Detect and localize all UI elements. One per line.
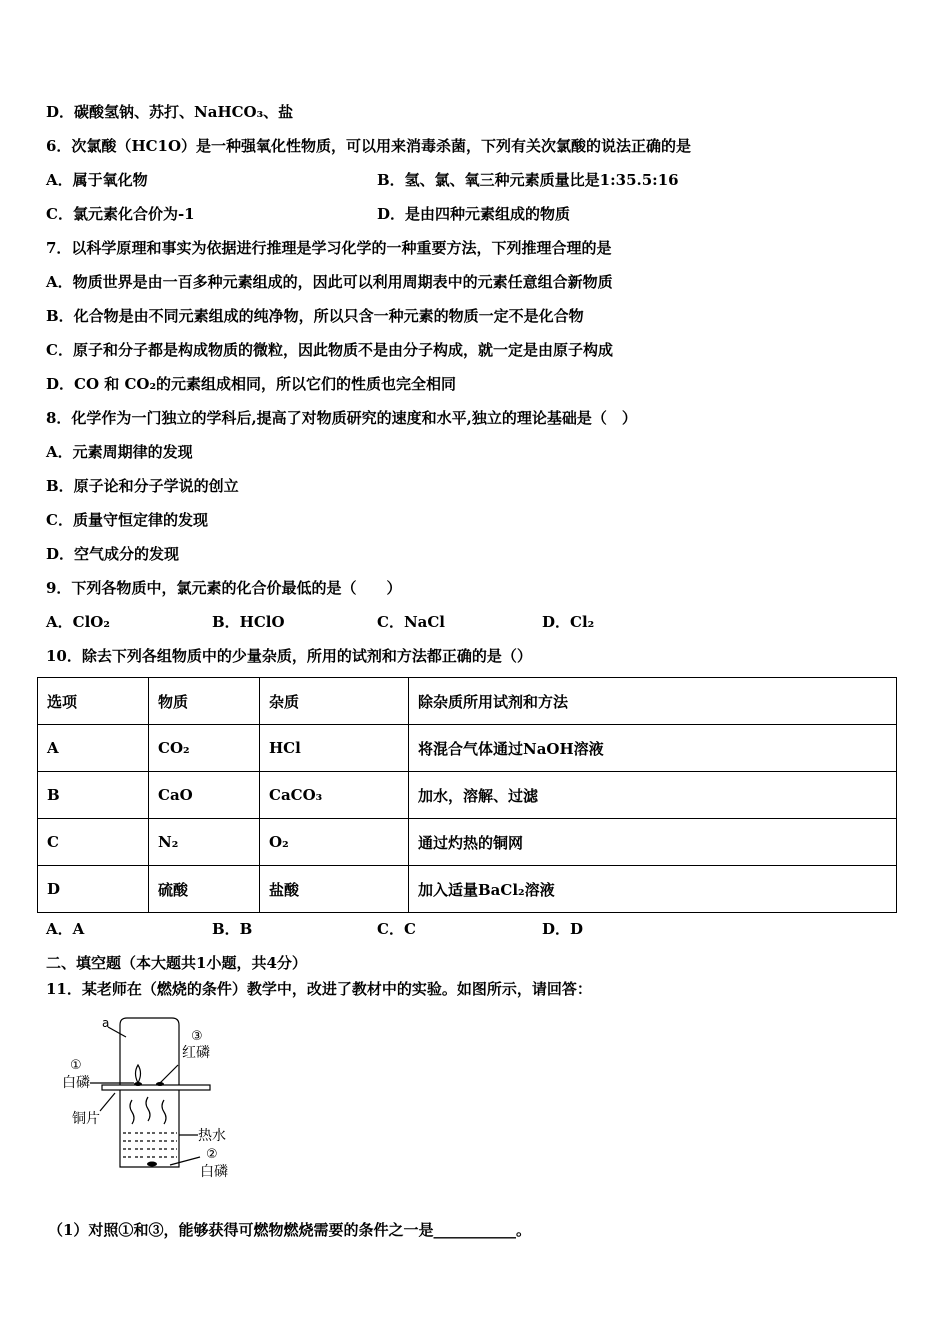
q8-option-a: A．元素周期律的发现 — [46, 443, 193, 461]
table-cell: CaCO₃ — [260, 772, 409, 819]
q8-option-b: B．原子论和分子学说的创立 — [46, 477, 239, 495]
table-cell: 硫酸 — [149, 866, 260, 913]
q7-option-c: C．原子和分子都是构成物质的微粒，因此物质不是由分子构成，就一定是由原子构成 — [46, 341, 613, 359]
table-header-cell: 杂质 — [260, 678, 409, 725]
q9-option-a: A．ClO₂ — [46, 613, 110, 631]
q7-option-b: B．化合物是由不同元素组成的纯净物，所以只含一种元素的物质一定不是化合物 — [46, 307, 584, 325]
label-white-phosphorus-2: 白磷 — [200, 1164, 228, 1180]
q7-option-a: A．物质世界是由一百多种元素组成的，因此可以利用周期表中的元素任意组合新物质 — [46, 273, 613, 291]
table-cell: 加水，溶解、过滤 — [409, 772, 897, 819]
q11-sub1: （1）对照①和③，能够获得可燃物燃烧需要的条件之一是___________。 — [48, 1221, 531, 1239]
table-header-cell: 选项 — [38, 678, 149, 725]
q8-option-d: D．空气成分的发现 — [46, 545, 180, 563]
table-row — [38, 725, 897, 772]
q10-option-c: C．C — [377, 920, 416, 938]
white-phosphorus-1 — [134, 1082, 142, 1086]
section-title: 二、填空题（本大题共1小题，共4分） — [46, 954, 307, 972]
table-cell: A — [38, 725, 149, 772]
q7-option-d: D．CO 和 CO₂的元素组成相同，所以它们的性质也完全相同 — [46, 375, 457, 393]
q10-option-b: B．B — [212, 920, 253, 938]
copper-plate — [102, 1085, 210, 1090]
q9-option-d: D．Cl₂ — [542, 613, 595, 631]
table-header-row — [38, 678, 897, 725]
q9-option-b: B．HClO — [212, 613, 285, 631]
q9-option-c: C．NaCl — [377, 613, 446, 631]
table-cell: HCl — [260, 725, 409, 772]
table-header-cell: 物质 — [149, 678, 260, 725]
combustion-experiment-diagram — [60, 1015, 240, 1185]
label-a: a — [102, 1016, 110, 1030]
table-header-cell: 除杂质所用试剂和方法 — [409, 678, 897, 725]
table-cell: C — [38, 819, 149, 866]
table-cell: O₂ — [260, 819, 409, 866]
q10-option-a: A．A — [46, 920, 85, 938]
table-cell: N₂ — [149, 819, 260, 866]
water-beaker — [120, 1090, 179, 1167]
flame-icon — [136, 1065, 141, 1083]
q6-option-c: C．氯元素化合价为-1 — [46, 205, 195, 223]
q10-option-d: D．D — [542, 920, 584, 938]
q10-stem: 10．除去下列各组物质中的少量杂质，所用的试剂和方法都正确的是（） — [46, 647, 532, 665]
table-cell: D — [38, 866, 149, 913]
label-white-phosphorus-1: 白磷 — [62, 1075, 90, 1091]
label-hot-water: 热水 — [198, 1128, 226, 1144]
red-phosphorus — [156, 1082, 164, 1086]
table-cell: 通过灼热的铜网 — [409, 819, 897, 866]
q7-stem: 7．以科学原理和事实为依据进行推理是学习化学的一种重要方法，下列推理合理的是 — [46, 239, 612, 257]
label-3: ③ — [191, 1029, 203, 1044]
table-cell: 盐酸 — [260, 866, 409, 913]
table-row — [38, 772, 897, 819]
table-cell: 加入适量BaCl₂溶液 — [409, 866, 897, 913]
table-cell: CO₂ — [149, 725, 260, 772]
table-row — [38, 866, 897, 913]
table-cell: B — [38, 772, 149, 819]
q6-stem: 6．次氯酸（HC1O）是一种强氧化性物质，可以用来消毒杀菌，下列有关次氯酸的说法正确的是 — [46, 137, 692, 155]
label-2: ② — [206, 1147, 218, 1162]
q6-option-b: B．氢、氯、氧三种元素质量比是1:35.5:16 — [377, 171, 679, 189]
q8-stem: 8．化学作为一门独立的学科后,提高了对物质研究的速度和水平,独立的理论基础是（ ） — [46, 409, 637, 427]
table-cell: 将混合气体通过NaOH溶液 — [409, 725, 897, 772]
label-1: ① — [70, 1058, 82, 1073]
table-row — [38, 819, 897, 866]
q6-option-d: D．是由四种元素组成的物质 — [377, 205, 571, 223]
q10-table — [37, 677, 897, 913]
label-copper-plate: 铜片 — [72, 1111, 100, 1127]
q6-option-a: A．属于氧化物 — [46, 171, 148, 189]
white-phosphorus-2 — [147, 1162, 157, 1167]
table-cell: CaO — [149, 772, 260, 819]
beaker-a — [120, 1018, 179, 1085]
q11-stem: 11．某老师在（燃烧的条件）教学中，改进了教材中的实验。如图所示，请回答： — [46, 980, 592, 998]
label-red-phosphorus: 红磷 — [182, 1045, 210, 1061]
q5-option-d: D．碳酸氢钠、苏打、NaHCO₃、盐 — [46, 103, 294, 121]
q8-option-c: C．质量守恒定律的发现 — [46, 511, 208, 529]
q9-stem: 9．下列各物质中，氯元素的化合价最低的是（ ） — [46, 579, 402, 597]
